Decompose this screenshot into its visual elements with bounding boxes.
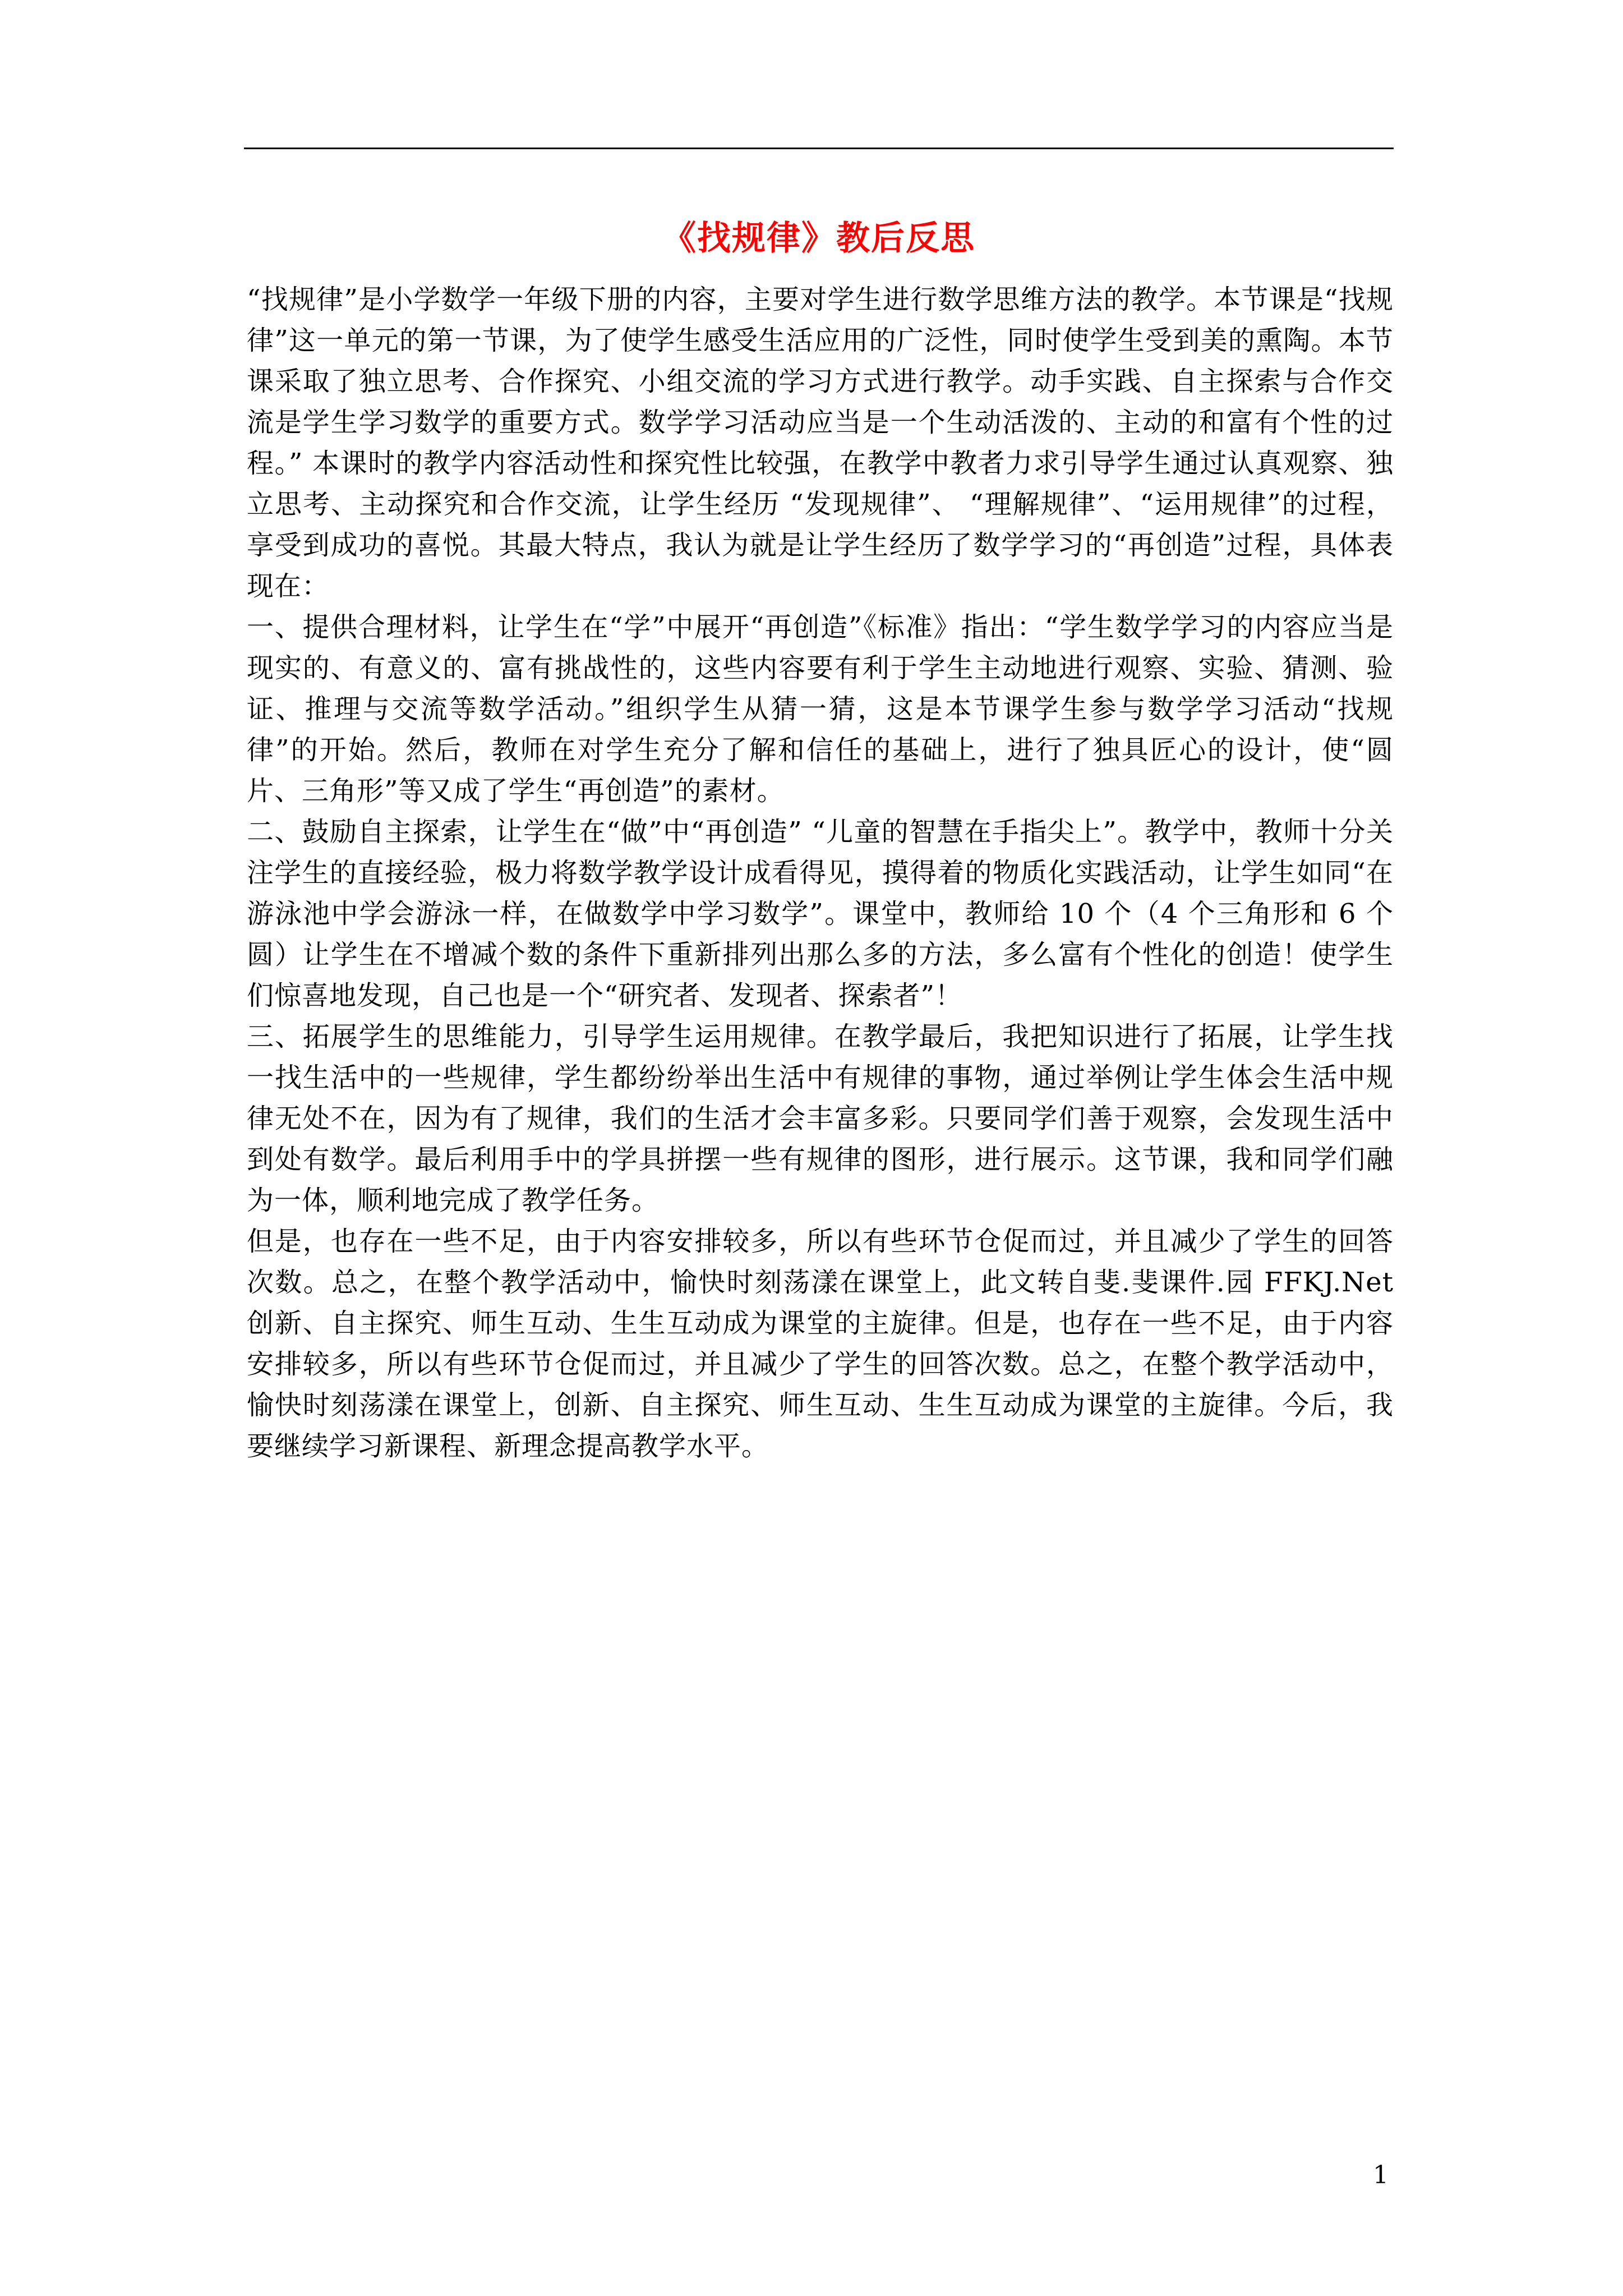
document-title: 《找规律》教后反思 [662,219,975,258]
page-number: 1 [1373,2161,1389,2189]
paragraph-point-2: 二、鼓励自主探索，让学生在“做”中“再创造” “儿童的智慧在手指尖上”。教学中，教师十分关注学生的直接经验，极力将数学教学设计成看得见，摸得着的物质化实践活动，让学生如同“在游泳池中学会游泳一样，在做数学中学习数学”。课堂中，教师给 10 个（4 个三角形和 6 个圆）让学生在不增减个数的条件下重新排列出那么多的方法，多么富有个性化的创造！使学生们惊喜地发现，自己也是一个“研究者、发现者、探索者”！ [247,816,1394,1011]
document-body [247,279,1394,1467]
header-rule [244,148,1394,149]
paragraph-intro: “找规律”是小学数学一年级下册的内容，主要对学生进行数学思维方法的教学。本节课是“找规律”这一单元的第一节课，为了使学生感受生活应用的广泛性，同时使学生受到美的熏陶。本节课采取了独立思考、合作探究、小组交流的学习方式进行教学。动手实践、自主探索与合作交流是学生学习数学的重要方式。数学学习活动应当是一个生动活泼的、主动的和富有个性的过程。” 本课时的教学内容活动性和探究性比较强，在教学中教者力求引导学生通过认真观察、独立思考、主动探究和合作交流，让学生经历 “发现规律”、 “理解规律”、“运用规律”的过程，享受到成功的喜悦。其最大特点，我认为就是让学生经历了数学学习的“再创造”过程，具体表现在： [247,284,1394,602]
paragraph-point-3: 三、拓展学生的思维能力，引导学生运用规律。在教学最后，我把知识进行了拓展，让学生找一找生活中的一些规律，学生都纷纷举出生活中有规律的事物，通过举例让学生体会生活中规律无处不在，因为有了规律，我们的生活才会丰富多彩。只要同学们善于观察，会发现生活中到处有数学。最后利用手中的学具拼摆一些有规律的图形，进行展示。这节课，我和同学们融为一体，顺利地完成了教学任务。 [247,1021,1394,1216]
paragraph-point-1: 一、提供合理材料，让学生在“学”中展开“再创造”《标准》指出：“学生数学学习的内容应当是现实的、有意义的、富有挑战性的，这些内容要有利于学生主动地进行观察、实验、猜测、验证、推理与交流等数学活动。”组织学生从猜一猜，这是本节课学生参与数学学习活动“找规律”的开始。然后，教师在对学生充分了解和信任的基础上，进行了独具匠心的设计，使“圆片、三角形”等又成了学生“再创造”的素材。 [247,611,1394,807]
paragraph-conclusion: 但是，也存在一些不足，由于内容安排较多，所以有些环节仓促而过，并且减少了学生的回答次数。总之，在整个教学活动中，愉快时刻荡漾在课堂上，此文转自斐.斐课件.园 FFKJ.Net 创新、自主探究、师生互动、生生互动成为课堂的主旋律。但是，也存在一些不足，由于内容安排较多，所以有些环节仓促而过，并且减少了学生的回答次数。总之，在整个教学活动中，愉快时刻荡漾在课堂上，创新、自主探究、师生互动、生生互动成为课堂的主旋律。今后，我要继续学习新课程、新理念提高教学水平。 [247,1226,1394,1462]
